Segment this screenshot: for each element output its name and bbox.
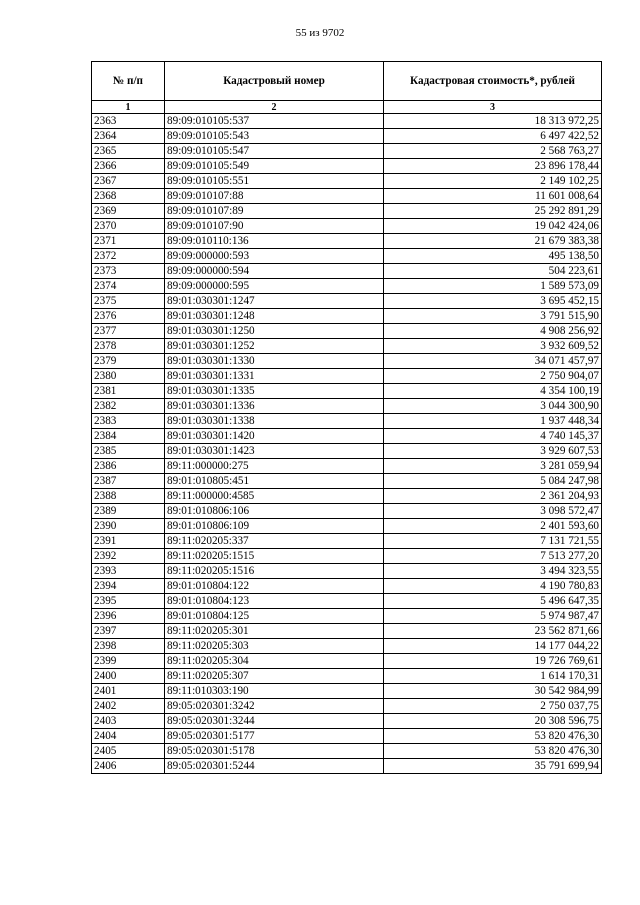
table-row [92,489,602,504]
cadastral-number-cell: 89:01:010806:109 [165,519,384,534]
cadastral-number-cell: 89:11:020205:1515 [165,549,384,564]
cadastral-value-cell: 2 361 204,93 [384,489,602,504]
cadastral-value-cell: 3 281 059,94 [384,459,602,474]
row-number-cell: 2387 [92,474,165,489]
cadastral-number-cell: 89:09:010105:543 [165,129,384,144]
cadastral-value-cell: 30 542 984,99 [384,684,602,699]
cadastral-value-cell: 3 929 607,53 [384,444,602,459]
cadastral-value-cell: 2 401 593,60 [384,519,602,534]
table-row [92,474,602,489]
table-body [92,114,602,774]
cadastral-number-cell: 89:09:000000:595 [165,279,384,294]
cadastral-value-cell: 4 740 145,37 [384,429,602,444]
cadastral-value-table [91,61,602,774]
cadastral-value-cell: 3 044 300,90 [384,399,602,414]
row-number-cell: 2391 [92,534,165,549]
cadastral-value-cell: 19 726 769,61 [384,654,602,669]
row-number-cell: 2363 [92,114,165,129]
cadastral-value-cell: 34 071 457,97 [384,354,602,369]
cadastral-value-cell: 19 042 424,06 [384,219,602,234]
row-number-cell: 2374 [92,279,165,294]
row-number-cell: 2381 [92,384,165,399]
table-row [92,159,602,174]
cadastral-value-cell: 53 820 476,30 [384,744,602,759]
table-row [92,684,602,699]
row-number-cell: 2397 [92,624,165,639]
cadastral-value-cell: 1 937 448,34 [384,414,602,429]
cadastral-value-cell: 3 494 323,55 [384,564,602,579]
cadastral-number-cell: 89:01:010804:123 [165,594,384,609]
table-row [92,249,602,264]
cadastral-number-cell: 89:09:000000:594 [165,264,384,279]
cadastral-value-cell: 5 496 647,35 [384,594,602,609]
cadastral-number-cell: 89:11:020205:303 [165,639,384,654]
row-number-cell: 2379 [92,354,165,369]
cadastral-value-cell: 35 791 699,94 [384,759,602,774]
table-row [92,759,602,774]
column-index: 2 [165,101,384,114]
row-number-cell: 2403 [92,714,165,729]
column-index-row [92,101,602,114]
row-number-cell: 2372 [92,249,165,264]
cadastral-value-cell: 504 223,61 [384,264,602,279]
row-number-cell: 2404 [92,729,165,744]
cadastral-value-cell: 1 589 573,09 [384,279,602,294]
cadastral-number-cell: 89:09:010105:551 [165,174,384,189]
table-row [92,339,602,354]
table-row [92,189,602,204]
cadastral-number-cell: 89:01:030301:1420 [165,429,384,444]
cadastral-value-cell: 23 562 871,66 [384,624,602,639]
cadastral-number-cell: 89:01:030301:1336 [165,399,384,414]
table-row [92,714,602,729]
cadastral-number-cell: 89:09:010107:88 [165,189,384,204]
cadastral-number-cell: 89:05:020301:3244 [165,714,384,729]
row-number-cell: 2405 [92,744,165,759]
row-number-cell: 2370 [92,219,165,234]
cadastral-value-cell: 2 568 763,27 [384,144,602,159]
column-index: 3 [384,101,602,114]
table-row [92,384,602,399]
cadastral-value-cell: 18 313 972,25 [384,114,602,129]
row-number-cell: 2388 [92,489,165,504]
row-number-cell: 2386 [92,459,165,474]
cadastral-value-cell: 2 149 102,25 [384,174,602,189]
cadastral-value-cell: 3 932 609,52 [384,339,602,354]
cadastral-number-cell: 89:01:030301:1252 [165,339,384,354]
row-number-cell: 2392 [92,549,165,564]
table-row [92,549,602,564]
cadastral-number-cell: 89:09:010105:549 [165,159,384,174]
cadastral-number-cell: 89:11:020205:337 [165,534,384,549]
cadastral-number-cell: 89:09:010107:90 [165,219,384,234]
row-number-cell: 2396 [92,609,165,624]
table-row [92,669,602,684]
table-row [92,354,602,369]
table-row [92,729,602,744]
cadastral-value-cell: 5 974 987,47 [384,609,602,624]
cadastral-number-cell: 89:01:030301:1338 [165,414,384,429]
cadastral-number-cell: 89:01:030301:1330 [165,354,384,369]
cadastral-number-cell: 89:01:010804:125 [165,609,384,624]
cadastral-value-cell: 2 750 904,07 [384,369,602,384]
cadastral-number-cell: 89:11:020205:301 [165,624,384,639]
table-row [92,114,602,129]
cadastral-value-cell: 7 131 721,55 [384,534,602,549]
cadastral-number-cell: 89:05:020301:5244 [165,759,384,774]
cadastral-number-cell: 89:01:010804:122 [165,579,384,594]
table-row [92,414,602,429]
cadastral-number-cell: 89:01:030301:1335 [165,384,384,399]
cadastral-number-cell: 89:05:020301:3242 [165,699,384,714]
cadastral-number-cell: 89:01:030301:1247 [165,294,384,309]
table-row [92,534,602,549]
cadastral-value-cell: 20 308 596,75 [384,714,602,729]
cadastral-value-cell: 21 679 383,38 [384,234,602,249]
row-number-cell: 2394 [92,579,165,594]
cadastral-number-cell: 89:09:000000:593 [165,249,384,264]
cadastral-number-cell: 89:11:000000:275 [165,459,384,474]
table-row [92,294,602,309]
row-number-cell: 2373 [92,264,165,279]
cadastral-number-cell: 89:05:020301:5177 [165,729,384,744]
row-number-cell: 2367 [92,174,165,189]
table-row [92,564,602,579]
table-row [92,429,602,444]
row-number-cell: 2406 [92,759,165,774]
table-row [92,504,602,519]
table-row [92,624,602,639]
cadastral-number-cell: 89:11:020205:307 [165,669,384,684]
cadastral-value-cell: 4 190 780,83 [384,579,602,594]
cadastral-number-cell: 89:01:030301:1248 [165,309,384,324]
cadastral-value-cell: 3 695 452,15 [384,294,602,309]
row-number-cell: 2383 [92,414,165,429]
cadastral-number-cell: 89:09:010110:136 [165,234,384,249]
table-header-row [92,62,602,101]
table-row [92,369,602,384]
table-row [92,399,602,414]
cadastral-value-cell: 53 820 476,30 [384,729,602,744]
table-row [92,654,602,669]
cadastral-value-cell: 11 601 008,64 [384,189,602,204]
row-number-cell: 2398 [92,639,165,654]
cadastral-number-cell: 89:11:020205:1516 [165,564,384,579]
table-row [92,309,602,324]
cadastral-number-cell: 89:11:000000:4585 [165,489,384,504]
table-row [92,204,602,219]
cadastral-number-cell: 89:01:030301:1423 [165,444,384,459]
cadastral-value-cell: 3 791 515,90 [384,309,602,324]
row-number-cell: 2382 [92,399,165,414]
row-number-cell: 2376 [92,309,165,324]
table-row [92,519,602,534]
row-number-cell: 2364 [92,129,165,144]
row-number-cell: 2375 [92,294,165,309]
table-row [92,579,602,594]
cadastral-number-cell: 89:09:010105:547 [165,144,384,159]
row-number-cell: 2390 [92,519,165,534]
table-row [92,219,602,234]
cadastral-number-cell: 89:09:010105:537 [165,114,384,129]
table-row [92,744,602,759]
cadastral-number-cell: 89:01:030301:1331 [165,369,384,384]
header-cadastral-number: Кадастровый номер [165,62,384,101]
row-number-cell: 2369 [92,204,165,219]
cadastral-value-cell: 1 614 170,31 [384,669,602,684]
table-row [92,639,602,654]
row-number-cell: 2365 [92,144,165,159]
table-row [92,234,602,249]
row-number-cell: 2380 [92,369,165,384]
column-index: 1 [92,101,165,114]
cadastral-value-cell: 3 098 572,47 [384,504,602,519]
header-cadastral-value: Кадастровая стоимость*, рублей [384,62,602,101]
cadastral-value-cell: 6 497 422,52 [384,129,602,144]
row-number-cell: 2368 [92,189,165,204]
row-number-cell: 2366 [92,159,165,174]
cadastral-number-cell: 89:11:020205:304 [165,654,384,669]
row-number-cell: 2384 [92,429,165,444]
row-number-cell: 2385 [92,444,165,459]
cadastral-number-cell: 89:01:010805:451 [165,474,384,489]
row-number-cell: 2371 [92,234,165,249]
table-row [92,129,602,144]
cadastral-value-cell: 4 908 256,92 [384,324,602,339]
cadastral-value-cell: 5 084 247,98 [384,474,602,489]
table-row [92,174,602,189]
row-number-cell: 2401 [92,684,165,699]
row-number-cell: 2402 [92,699,165,714]
cadastral-value-cell: 495 138,50 [384,249,602,264]
table-row [92,279,602,294]
row-number-cell: 2399 [92,654,165,669]
page-counter: 55 из 9702 [295,27,345,39]
cadastral-number-cell: 89:01:030301:1250 [165,324,384,339]
table-row [92,594,602,609]
table-row [92,444,602,459]
cadastral-value-cell: 2 750 037,75 [384,699,602,714]
header-row-number: № п/п [92,62,165,101]
cadastral-value-cell: 14 177 044,22 [384,639,602,654]
cadastral-number-cell: 89:11:010303:190 [165,684,384,699]
cadastral-value-cell: 7 513 277,20 [384,549,602,564]
row-number-cell: 2389 [92,504,165,519]
row-number-cell: 2395 [92,594,165,609]
row-number-cell: 2393 [92,564,165,579]
table-row [92,699,602,714]
cadastral-number-cell: 89:09:010107:89 [165,204,384,219]
table-row [92,459,602,474]
cadastral-number-cell: 89:05:020301:5178 [165,744,384,759]
table-row [92,609,602,624]
row-number-cell: 2378 [92,339,165,354]
row-number-cell: 2377 [92,324,165,339]
cadastral-value-cell: 25 292 891,29 [384,204,602,219]
table-row [92,144,602,159]
table-row [92,324,602,339]
cadastral-value-cell: 4 354 100,19 [384,384,602,399]
cadastral-number-cell: 89:01:010806:106 [165,504,384,519]
table-row [92,264,602,279]
cadastral-value-cell: 23 896 178,44 [384,159,602,174]
row-number-cell: 2400 [92,669,165,684]
